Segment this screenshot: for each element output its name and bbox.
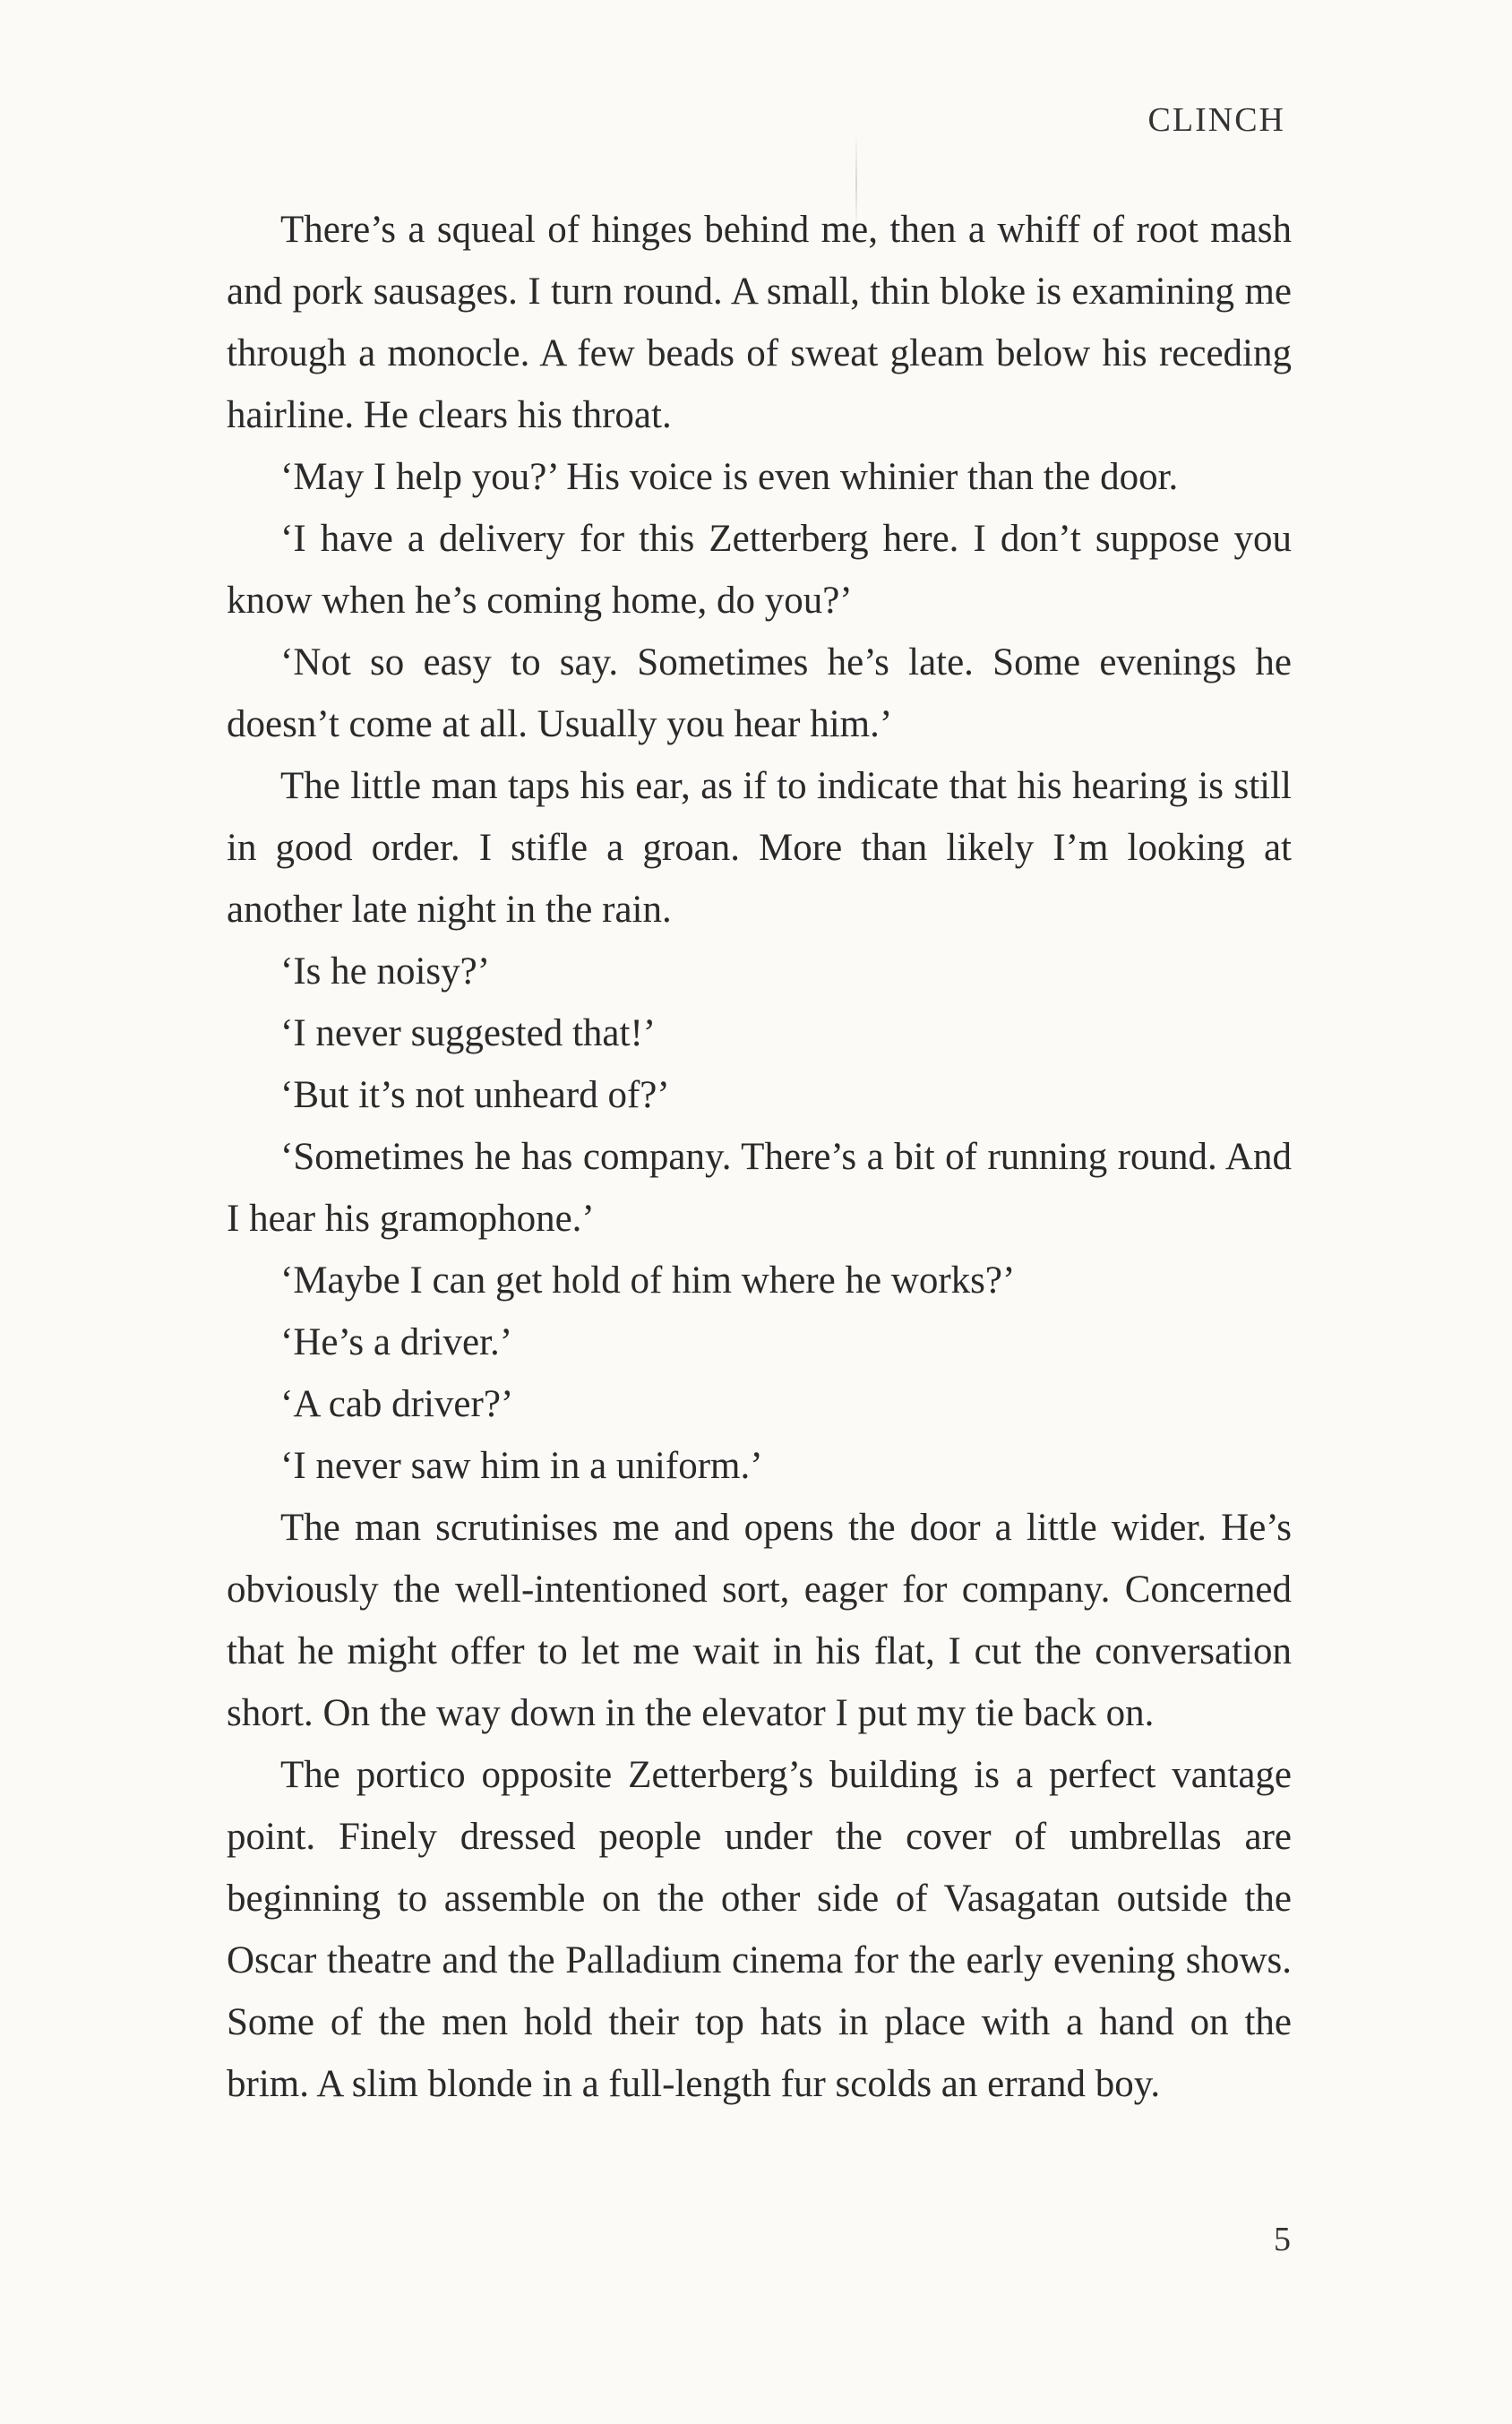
paragraph: ‘I never suggested that!’ (280, 1012, 657, 1054)
paragraph: ‘Maybe I can get hold of him where he works?’ (280, 1259, 1016, 1302)
paragraph: The little man taps his ear, as if to indicate that his hearing is still in good order. I stifle a groan. More than likely I’m looking at another late night in the rain. (227, 765, 1292, 931)
paragraph: ‘A cab driver?’ (280, 1383, 514, 1425)
paragraph: There’s a squeal of hinges behind me, then a whiff of root mash and pork sausages. I turn round. A small, thin bloke is examining me through a monocle. A few beads of sweat gleam below his receding hairline. He clears his throat. (227, 209, 1292, 436)
paragraph: ‘Not so easy to say. Sometimes he’s late. Some evenings he doesn’t come at all. Usually you hear him.’ (227, 641, 1292, 745)
paragraph: ‘He’s a driver.’ (280, 1321, 513, 1363)
paragraph: The portico opposite Zetterberg’s building is a perfect vantage point. Finely dressed people under the cover of umbrellas are beginning to assemble on the other side of Vasagatan outside the Oscar theatre and the Palladium cinema for the early evening shows. Some of the men hold their top hats in place with a hand on the brim. A slim blonde in a full-length fur scolds an errand boy. (227, 1754, 1292, 2105)
paragraph: ‘Sometimes he has company. There’s a bit of running round. And I hear his gramophone.’ (227, 1136, 1292, 1240)
page-number: 5 (1274, 2221, 1291, 2258)
paragraph: ‘May I help you?’ His voice is even whinier than the door. (280, 456, 1179, 498)
paragraph: ‘I have a delivery for this Zetterberg here. I don’t suppose you know when he’s coming home, do you?’ (227, 518, 1292, 622)
running-head: CLINCH (1147, 101, 1285, 139)
paragraph: ‘I never saw him in a uniform.’ (280, 1445, 763, 1487)
body-text (227, 199, 1292, 2115)
paragraph: ‘Is he noisy?’ (280, 950, 491, 993)
paragraph: The man scrutinises me and opens the door a little wider. He’s obviously the well-intentioned sort, eager for company. Concerned that he might offer to let me wait in his flat, I cut the conversation short. On the way down in the elevator I put my tie back on. (227, 1507, 1292, 1734)
paragraph: ‘But it’s not unheard of?’ (280, 1074, 670, 1116)
